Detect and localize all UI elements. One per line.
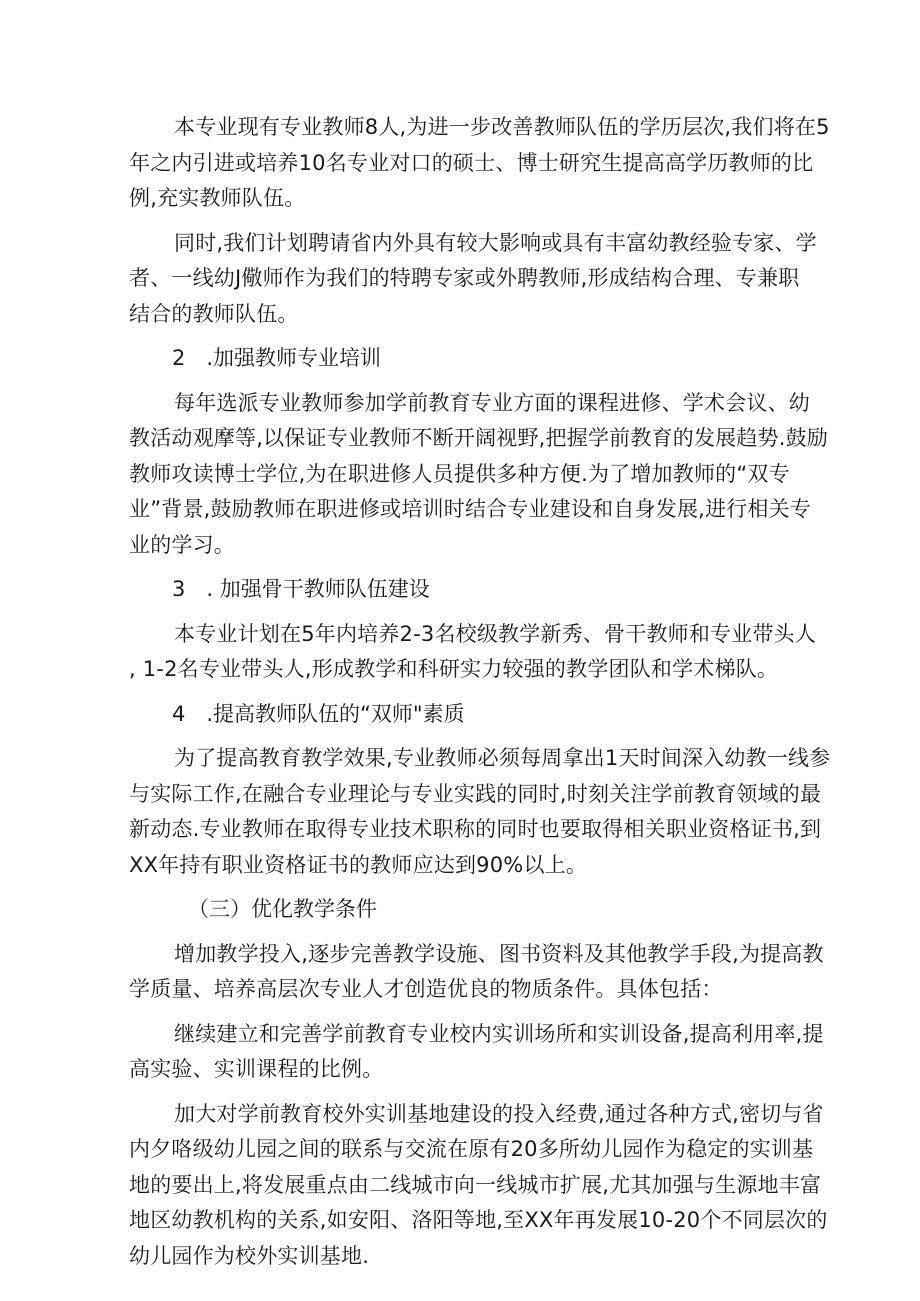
text-line: 教师攻读博士学位,为在职进修人员提供多种方便.为了增加教师的“双专 bbox=[129, 461, 790, 486]
text-line: 业的学习。 bbox=[129, 532, 235, 557]
text-line: 加大对学前教育校外实训基地建设的投入经费,通过各种方式,密切与省 bbox=[174, 1101, 824, 1126]
text-line: 幼儿园作为校外实训基地. bbox=[129, 1243, 370, 1268]
paragraph-dual-teacher bbox=[129, 741, 831, 883]
paragraph-hire-experts bbox=[129, 226, 817, 333]
section-heading-backbone: 3 . 加强骨干教师队伍建设 bbox=[172, 577, 430, 601]
text-line: 新动态.专业教师在取得专业技术职称的同时也要取得相关职业资格证书,到 bbox=[129, 817, 822, 841]
text-line: 结合的教师队伍。 bbox=[129, 301, 299, 326]
section-heading-dual-teacher: 4 .提高教师队伍的“双师"素质 bbox=[172, 701, 465, 726]
text-line: 为了提高教育教学效果,专业教师必须每周拿出1天时间深入幼教一线参 bbox=[174, 746, 831, 770]
text-line: 教活动观摩等,以保证专业教师不断开阔视野,把握学前教育的发展趋势.鼓励 bbox=[129, 426, 829, 450]
text-line: 地区幼教机构的关系,如安阳、洛阳等地,至XX年再发展10-20个不同层次的 bbox=[129, 1208, 828, 1232]
text-line: 同时,我们计划聘请省内外具有较大影响或具有丰富幼教经验专家、学 bbox=[174, 230, 817, 255]
text-line: 每年选派专业教师参加学前教育专业方面的课程进修、学术会议、幼 bbox=[174, 390, 810, 415]
section-heading-conditions: （三）优化教学条件 bbox=[188, 897, 377, 921]
text-line: 高实验、实训课程的比例。 bbox=[129, 1057, 384, 1081]
paragraph-teacher-count bbox=[129, 110, 830, 217]
text-line: , 1-2名专业带头人,形成教学和科研实力较强的教学团队和学术梯队。 bbox=[129, 657, 779, 681]
text-line: 年之内引进或培养10名专业对口的硕士、博士研究生提高高学历教师的比 bbox=[129, 150, 814, 175]
text-line: XX年持有职业资格证书的教师应达到90%以上。 bbox=[129, 852, 588, 877]
text-line: 本专业现有专业教师8人,为进一步改善教师队伍的学历层次,我们将在5 bbox=[174, 115, 830, 139]
text-line: 与实际工作,在融合专业理论与专业实践的同时,时刻关注学前教育领域的最 bbox=[129, 781, 822, 806]
section-heading-training: 2 .加强教师专业培训 bbox=[172, 346, 382, 370]
text-line: 增加教学投入,逐步完善教学设施、图书资料及其他教学手段,为提高教 bbox=[174, 941, 824, 966]
text-line: 学质量、培养高层次专业人才创造优良的物质条件。具体包括： bbox=[129, 977, 723, 1001]
text-line: 继续建立和完善学前教育专业校内实训场所和实训设备,提高利用率,提 bbox=[174, 1021, 824, 1046]
paragraph-external-training bbox=[129, 1097, 828, 1275]
text-line: 业”背景,鼓励教师在职进修或培训时结合专业建设和自身发展,进行相关专 bbox=[129, 497, 812, 521]
text-line: 地的要出上,将发展重点由二线城市向一线城市扩展,尤其加强与生源地丰富 bbox=[129, 1172, 822, 1197]
paragraph-internal-training bbox=[129, 1017, 824, 1088]
paragraph-training bbox=[129, 386, 829, 564]
text-line: 内夕咯级幼儿园之间的联系与交流在原有20多所幼儿园作为稳定的实训基 bbox=[129, 1137, 814, 1161]
text-line: 者、一线幼J儆师作为我们的特聘专家或外聘教师,形成结构合理、专兼职 bbox=[129, 266, 800, 290]
text-line: 本专业计划在5年内培养2-3名校级教学新秀、骨干教师和专业带头人 bbox=[174, 621, 817, 646]
paragraph-backbone bbox=[129, 617, 817, 688]
paragraph-investment bbox=[129, 937, 824, 1008]
text-line: 例,充实教师队伍。 bbox=[129, 186, 306, 210]
